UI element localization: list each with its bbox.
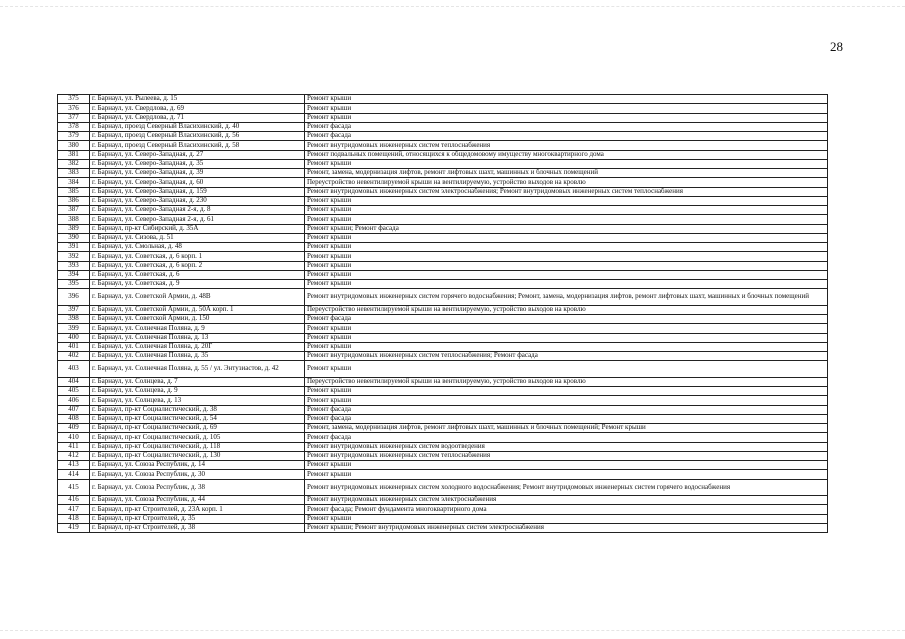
table-row xyxy=(58,315,828,324)
row-work-type: Ремонт, замена, модернизация лифтов, ремонт лифтовых шахт, машинных и блочных помещений xyxy=(305,169,828,178)
row-number: 403 xyxy=(58,361,90,378)
table-row xyxy=(58,122,828,131)
row-work-type: Ремонт крыши xyxy=(305,104,828,113)
row-work-type: Ремонт внутридомовых инженерных систем теплоснабжения xyxy=(305,141,828,150)
row-number: 415 xyxy=(58,479,90,496)
row-work-type: Ремонт внутридомовых инженерных систем теплоснабжения xyxy=(305,451,828,460)
row-address: г. Барнаул, ул. Союза Республик, д. 30 xyxy=(90,470,305,479)
row-work-type: Ремонт крыши xyxy=(305,333,828,342)
row-work-type: Переустройство невентилируемой крыши на вентилируемую, устройство выходов на кровлю xyxy=(305,178,828,187)
row-work-type: Ремонт крыши xyxy=(305,206,828,215)
row-address: г. Барнаул, пр-кт Социалистический, д. 105 xyxy=(90,433,305,442)
row-work-type: Ремонт крыши; Ремонт внутридомовых инженерных систем электроснабжения xyxy=(305,523,828,532)
table-row xyxy=(58,233,828,242)
row-work-type: Ремонт крыши xyxy=(305,342,828,351)
row-number: 378 xyxy=(58,122,90,131)
row-number: 394 xyxy=(58,270,90,279)
row-address: г. Барнаул, ул. Северо-Западная, д. 35 xyxy=(90,159,305,168)
table-row xyxy=(58,270,828,279)
row-work-type: Ремонт крыши xyxy=(305,233,828,242)
row-address: г. Барнаул, ул. Солнечная Поляна, д. 20Г xyxy=(90,342,305,351)
table-row xyxy=(58,187,828,196)
row-address: г. Барнаул, пр-кт Социалистический, д. 118 xyxy=(90,442,305,451)
row-address: г. Барнаул, ул. Советская, д. 9 xyxy=(90,280,305,289)
row-number: 401 xyxy=(58,342,90,351)
table-row xyxy=(58,405,828,414)
row-address: г. Барнаул, ул. Солнцева, д. 13 xyxy=(90,396,305,405)
row-address: г. Барнаул, ул. Северо-Западная, д. 39 xyxy=(90,169,305,178)
row-work-type: Ремонт крыши xyxy=(305,243,828,252)
row-number: 409 xyxy=(58,424,90,433)
row-address: г. Барнаул, ул. Сизова, д. 51 xyxy=(90,233,305,242)
row-work-type: Ремонт внутридомовых инженерных систем теплоснабжения; Ремонт фасада xyxy=(305,352,828,361)
row-address: г. Барнаул, проезд Северный Власихинский, д. 40 xyxy=(90,122,305,131)
row-address: г. Барнаул, ул. Советская, д. 6 корп. 1 xyxy=(90,252,305,261)
row-address: г. Барнаул, ул. Северо-Западная 2-я, д. 8 xyxy=(90,206,305,215)
row-work-type: Переустройство невентилируемой крыши на вентилируемую, устройство выходов на кровлю xyxy=(305,305,828,314)
table-row xyxy=(58,305,828,314)
row-work-type: Ремонт крыши xyxy=(305,261,828,270)
scan-edge-top xyxy=(0,0,905,7)
row-work-type: Ремонт внутридомовых инженерных систем электроснабжения; Ремонт внутридомовых инженерных систем теплоснабжения xyxy=(305,187,828,196)
table-row xyxy=(58,461,828,470)
row-work-type: Ремонт крыши xyxy=(305,461,828,470)
row-address: г. Барнаул, проезд Северный Власихинский, д. 56 xyxy=(90,132,305,141)
row-address: г. Барнаул, ул. Рылеева, д. 15 xyxy=(90,95,305,104)
row-address: г. Барнаул, ул. Солнечная Поляна, д. 9 xyxy=(90,324,305,333)
row-address: г. Барнаул, ул. Солнцева, д. 7 xyxy=(90,377,305,386)
row-address: г. Барнаул, ул. Советская, д. 6 xyxy=(90,270,305,279)
table-row xyxy=(58,523,828,532)
table-row xyxy=(58,196,828,205)
row-work-type: Ремонт крыши xyxy=(305,270,828,279)
row-number: 382 xyxy=(58,159,90,168)
row-number: 412 xyxy=(58,451,90,460)
table-row xyxy=(58,243,828,252)
row-number: 419 xyxy=(58,523,90,532)
row-work-type: Ремонт крыши xyxy=(305,396,828,405)
row-address: г. Барнаул, ул. Солнечная Поляна, д. 55 / ул. Энтузиастов, д. 42 xyxy=(90,361,305,378)
row-work-type: Ремонт внутридомовых инженерных систем электроснабжения xyxy=(305,496,828,505)
row-work-type: Ремонт, замена, модернизация лифтов, ремонт лифтовых шахт, машинных и блочных помещений; Ремонт крыши xyxy=(305,424,828,433)
row-number: 383 xyxy=(58,169,90,178)
row-number: 392 xyxy=(58,252,90,261)
row-number: 395 xyxy=(58,280,90,289)
table-row xyxy=(58,289,828,306)
table-row xyxy=(58,324,828,333)
repair-program-table xyxy=(57,94,828,533)
row-work-type: Ремонт фасада xyxy=(305,132,828,141)
row-work-type: Переустройство невентилируемой крыши на вентилируемую, устройство выходов на кровлю xyxy=(305,377,828,386)
table-row xyxy=(58,104,828,113)
table-row xyxy=(58,470,828,479)
row-address: г. Барнаул, ул. Северо-Западная, д. 27 xyxy=(90,150,305,159)
table-row xyxy=(58,424,828,433)
row-number: 386 xyxy=(58,196,90,205)
row-work-type: Ремонт крыши xyxy=(305,159,828,168)
row-number: 376 xyxy=(58,104,90,113)
row-address: г. Барнаул, ул. Советской Армии, д. 150 xyxy=(90,315,305,324)
row-number: 400 xyxy=(58,333,90,342)
row-address: г. Барнаул, ул. Советская, д. 6 корп. 2 xyxy=(90,261,305,270)
row-number: 381 xyxy=(58,150,90,159)
row-work-type: Ремонт внутридомовых инженерных систем водоотведения xyxy=(305,442,828,451)
row-address: г. Барнаул, ул. Советской Армии, д. 48В xyxy=(90,289,305,306)
table-row xyxy=(58,141,828,150)
row-number: 390 xyxy=(58,233,90,242)
row-number: 407 xyxy=(58,405,90,414)
row-number: 377 xyxy=(58,113,90,122)
row-address: г. Барнаул, ул. Союза Республик, д. 44 xyxy=(90,496,305,505)
table-body xyxy=(58,95,828,533)
row-address: г. Барнаул, пр-кт Социалистический, д. 38 xyxy=(90,405,305,414)
table-row xyxy=(58,342,828,351)
table-row xyxy=(58,496,828,505)
row-number: 384 xyxy=(58,178,90,187)
table-row xyxy=(58,514,828,523)
table-row xyxy=(58,169,828,178)
page-number: 28 xyxy=(830,39,843,54)
row-number: 398 xyxy=(58,315,90,324)
row-work-type: Ремонт крыши xyxy=(305,324,828,333)
row-address: г. Барнаул, пр-кт Сибирский, д. 35А xyxy=(90,224,305,233)
row-number: 387 xyxy=(58,206,90,215)
row-address: г. Барнаул, пр-кт Социалистический, д. 69 xyxy=(90,424,305,433)
row-number: 410 xyxy=(58,433,90,442)
row-work-type: Ремонт крыши xyxy=(305,95,828,104)
row-number: 416 xyxy=(58,496,90,505)
table-row xyxy=(58,396,828,405)
row-work-type: Ремонт крыши xyxy=(305,280,828,289)
row-work-type: Ремонт внутридомовых инженерных систем горячего водоснабжения; Ремонт, замена, модернизация лифтов, ремонт лифтовых шахт, машинных и блочных помещений xyxy=(305,289,828,306)
table-row xyxy=(58,361,828,378)
row-address: г. Барнаул, пр-кт Строителей, д. 35 xyxy=(90,514,305,523)
row-number: 391 xyxy=(58,243,90,252)
row-address: г. Барнаул, ул. Северо-Западная, д. 230 xyxy=(90,196,305,205)
row-work-type: Ремонт крыши xyxy=(305,252,828,261)
table-row xyxy=(58,206,828,215)
row-number: 380 xyxy=(58,141,90,150)
row-address: г. Барнаул, пр-кт Социалистический, д. 54 xyxy=(90,414,305,423)
row-number: 414 xyxy=(58,470,90,479)
row-address: г. Барнаул, ул. Северо-Западная 2-я, д. 61 xyxy=(90,215,305,224)
row-address: г. Барнаул, ул. Союза Республик, д. 14 xyxy=(90,461,305,470)
row-work-type: Ремонт подвальных помещений, относящихся к общедомовому имуществу многоквартирного дома xyxy=(305,150,828,159)
table-row xyxy=(58,178,828,187)
table-row xyxy=(58,333,828,342)
row-number: 397 xyxy=(58,305,90,314)
row-work-type: Ремонт фасада; Ремонт фундамента многоквартирного дома xyxy=(305,505,828,514)
row-work-type: Ремонт крыши xyxy=(305,113,828,122)
row-address: г. Барнаул, проезд Северный Власихинский, д. 58 xyxy=(90,141,305,150)
table-row xyxy=(58,505,828,514)
row-number: 399 xyxy=(58,324,90,333)
row-address: г. Барнаул, ул. Северо-Западная, д. 60 xyxy=(90,178,305,187)
row-number: 375 xyxy=(58,95,90,104)
row-number: 388 xyxy=(58,215,90,224)
table-row xyxy=(58,95,828,104)
table-row xyxy=(58,414,828,423)
row-number: 408 xyxy=(58,414,90,423)
row-work-type: Ремонт фасада xyxy=(305,122,828,131)
row-number: 385 xyxy=(58,187,90,196)
row-address: г. Барнаул, пр-кт Строителей, д. 23А корп. 1 xyxy=(90,505,305,514)
table-row xyxy=(58,451,828,460)
row-work-type: Ремонт крыши xyxy=(305,514,828,523)
row-address: г. Барнаул, ул. Советской Армии, д. 50А корп. 1 xyxy=(90,305,305,314)
row-number: 404 xyxy=(58,377,90,386)
scan-edge-bottom xyxy=(0,630,905,639)
row-number: 402 xyxy=(58,352,90,361)
row-address: г. Барнаул, ул. Союза Республик, д. 38 xyxy=(90,479,305,496)
row-work-type: Ремонт крыши xyxy=(305,196,828,205)
row-number: 396 xyxy=(58,289,90,306)
row-number: 393 xyxy=(58,261,90,270)
row-address: г. Барнаул, пр-кт Социалистический, д. 130 xyxy=(90,451,305,460)
row-address: г. Барнаул, ул. Солнечная Поляна, д. 13 xyxy=(90,333,305,342)
row-address: г. Барнаул, ул. Солнечная Поляна, д. 35 xyxy=(90,352,305,361)
row-work-type: Ремонт фасада xyxy=(305,315,828,324)
row-address: г. Барнаул, ул. Свердлова, д. 69 xyxy=(90,104,305,113)
row-address: г. Барнаул, ул. Солнцева, д. 9 xyxy=(90,387,305,396)
table-row xyxy=(58,479,828,496)
row-number: 418 xyxy=(58,514,90,523)
table-row xyxy=(58,433,828,442)
table-row xyxy=(58,252,828,261)
table-row xyxy=(58,261,828,270)
row-address: г. Барнаул, пр-кт Строителей, д. 38 xyxy=(90,523,305,532)
table-row xyxy=(58,387,828,396)
row-address: г. Барнаул, ул. Северо-Западная, д. 159 xyxy=(90,187,305,196)
table-row xyxy=(58,352,828,361)
table-row xyxy=(58,113,828,122)
row-number: 413 xyxy=(58,461,90,470)
table-row xyxy=(58,442,828,451)
row-work-type: Ремонт крыши xyxy=(305,470,828,479)
table-row xyxy=(58,224,828,233)
table-row xyxy=(58,132,828,141)
row-number: 406 xyxy=(58,396,90,405)
row-number: 379 xyxy=(58,132,90,141)
table-row xyxy=(58,159,828,168)
row-work-type: Ремонт крыши xyxy=(305,387,828,396)
table-row xyxy=(58,377,828,386)
table-row xyxy=(58,215,828,224)
row-number: 389 xyxy=(58,224,90,233)
row-work-type: Ремонт внутридомовых инженерных систем холодного водоснабжения; Ремонт внутридомовых инженерных систем горячего водоснабжения xyxy=(305,479,828,496)
row-number: 405 xyxy=(58,387,90,396)
row-work-type: Ремонт фасада xyxy=(305,405,828,414)
row-work-type: Ремонт крыши xyxy=(305,361,828,378)
row-work-type: Ремонт крыши; Ремонт фасада xyxy=(305,224,828,233)
row-work-type: Ремонт крыши xyxy=(305,215,828,224)
row-address: г. Барнаул, ул. Смольная, д. 48 xyxy=(90,243,305,252)
row-address: г. Барнаул, ул. Свердлова, д. 71 xyxy=(90,113,305,122)
row-number: 411 xyxy=(58,442,90,451)
row-work-type: Ремонт фасада xyxy=(305,433,828,442)
table-row xyxy=(58,150,828,159)
row-number: 417 xyxy=(58,505,90,514)
row-work-type: Ремонт фасада xyxy=(305,414,828,423)
table-row xyxy=(58,280,828,289)
